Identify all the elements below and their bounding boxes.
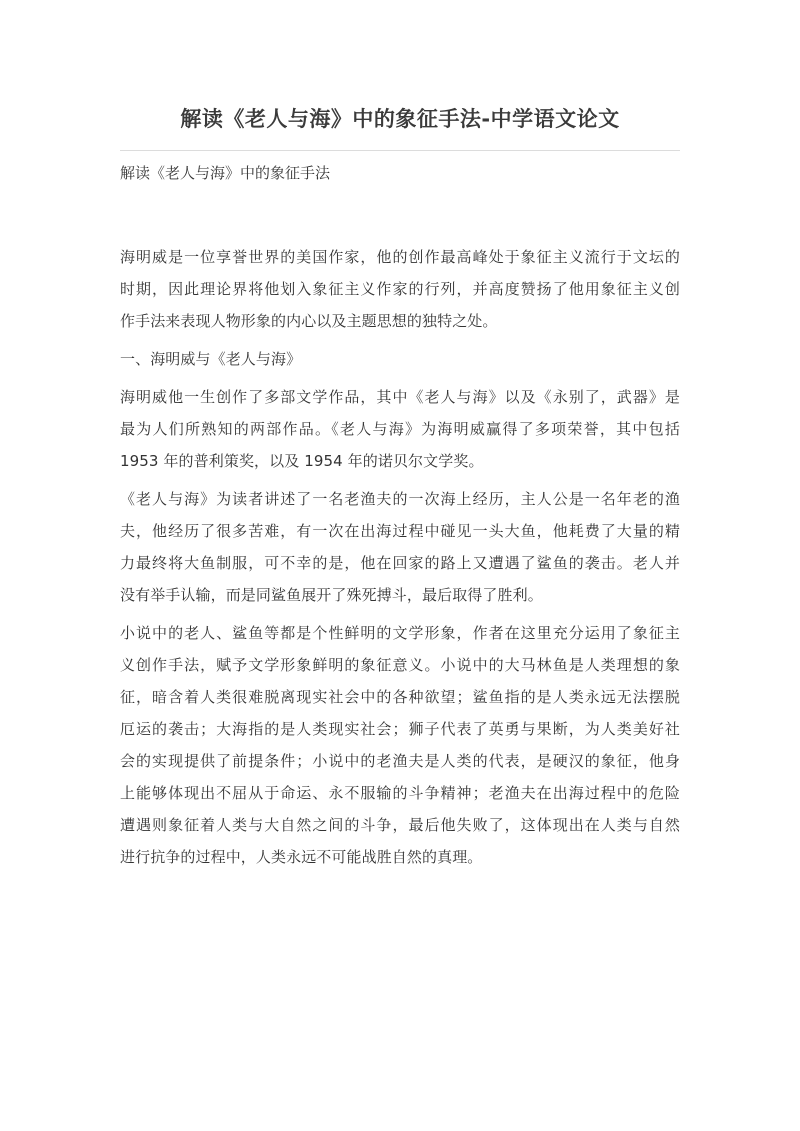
text-line: 海明威他一生创作了多部文学作品，其中《老人与海》以及《永别了，武器》是 <box>120 388 680 406</box>
text-line: 上能够体现出不屈从于命运、永不服输的斗争精神；老渔夫在出海过程中的危险 <box>120 784 680 802</box>
text-line: 时期，因此理论界将他划入象征主义作家的行列，并高度赞扬了他用象征主义创 <box>120 280 680 298</box>
text-line: 遭遇则象征着人类与大自然之间的斗争，最后他失败了，这体现出在人类与自然 <box>120 816 680 834</box>
paragraph-works <box>120 381 680 477</box>
text-line: 进行抗争的过程中，人类永远不可能战胜自然的真理。 <box>120 848 483 866</box>
text-line: 会的实现提供了前提条件；小说中的老渔夫是人类的代表，是硬汉的象征，他身 <box>120 752 680 770</box>
text-line: 力最终将大鱼制服，可不幸的是，他在回家的路上又遭遇了鲨鱼的袭击。老人并 <box>120 554 680 572</box>
section-heading <box>120 343 680 375</box>
text-line: 小说中的老人、鲨鱼等都是个性鲜明的文学形象，作者在这里充分运用了象征主 <box>120 624 680 642</box>
text-line: 夫，他经历了很多苦难，有一次在出海过程中碰见一头大鱼，他耗费了大量的精 <box>120 522 680 540</box>
text-line: 《老人与海》为读者讲述了一名老渔夫的一次海上经历，主人公是一名年老的渔 <box>120 490 680 508</box>
text-line: 没有举手认输，而是同鲨鱼展开了殊死搏斗，最后取得了胜利。 <box>120 586 543 604</box>
text-line: 厄运的袭击；大海指的是人类现实社会；狮子代表了英勇与果断，为人类美好社 <box>120 720 680 738</box>
text-line: 最为人们所熟知的两部作品。《老人与海》为海明威赢得了多项荣誉，其中包括 <box>120 420 680 438</box>
document-body <box>120 241 680 879</box>
text-line: 作手法来表现人物形象的内心以及主题思想的独特之处。 <box>120 312 498 330</box>
document-title: 解读《老人与海》中的象征手法-中学语文论文 <box>180 107 620 131</box>
title-divider <box>120 150 680 151</box>
document-subtitle: 解读《老人与海》中的象征手法 <box>120 164 331 182</box>
section-heading-text: 一、海明威与《老人与海》 <box>120 350 302 368</box>
text-line: 义创作手法，赋予文学形象鲜明的象征意义。小说中的大马林鱼是人类理想的象 <box>120 656 680 674</box>
text-line: 1953 年的普利策奖，以及 1954 年的诺贝尔文学奖。 <box>120 452 484 470</box>
text-line: 征，暗含着人类很难脱离现实社会中的各种欲望；鲨鱼指的是人类永远无法摆脱 <box>120 688 680 706</box>
paragraph-intro <box>120 241 680 337</box>
paragraph-story <box>120 483 680 611</box>
text-line: 海明威是一位享誉世界的美国作家，他的创作最高峰处于象征主义流行于文坛的 <box>120 248 680 266</box>
paragraph-symbolism <box>120 617 680 873</box>
